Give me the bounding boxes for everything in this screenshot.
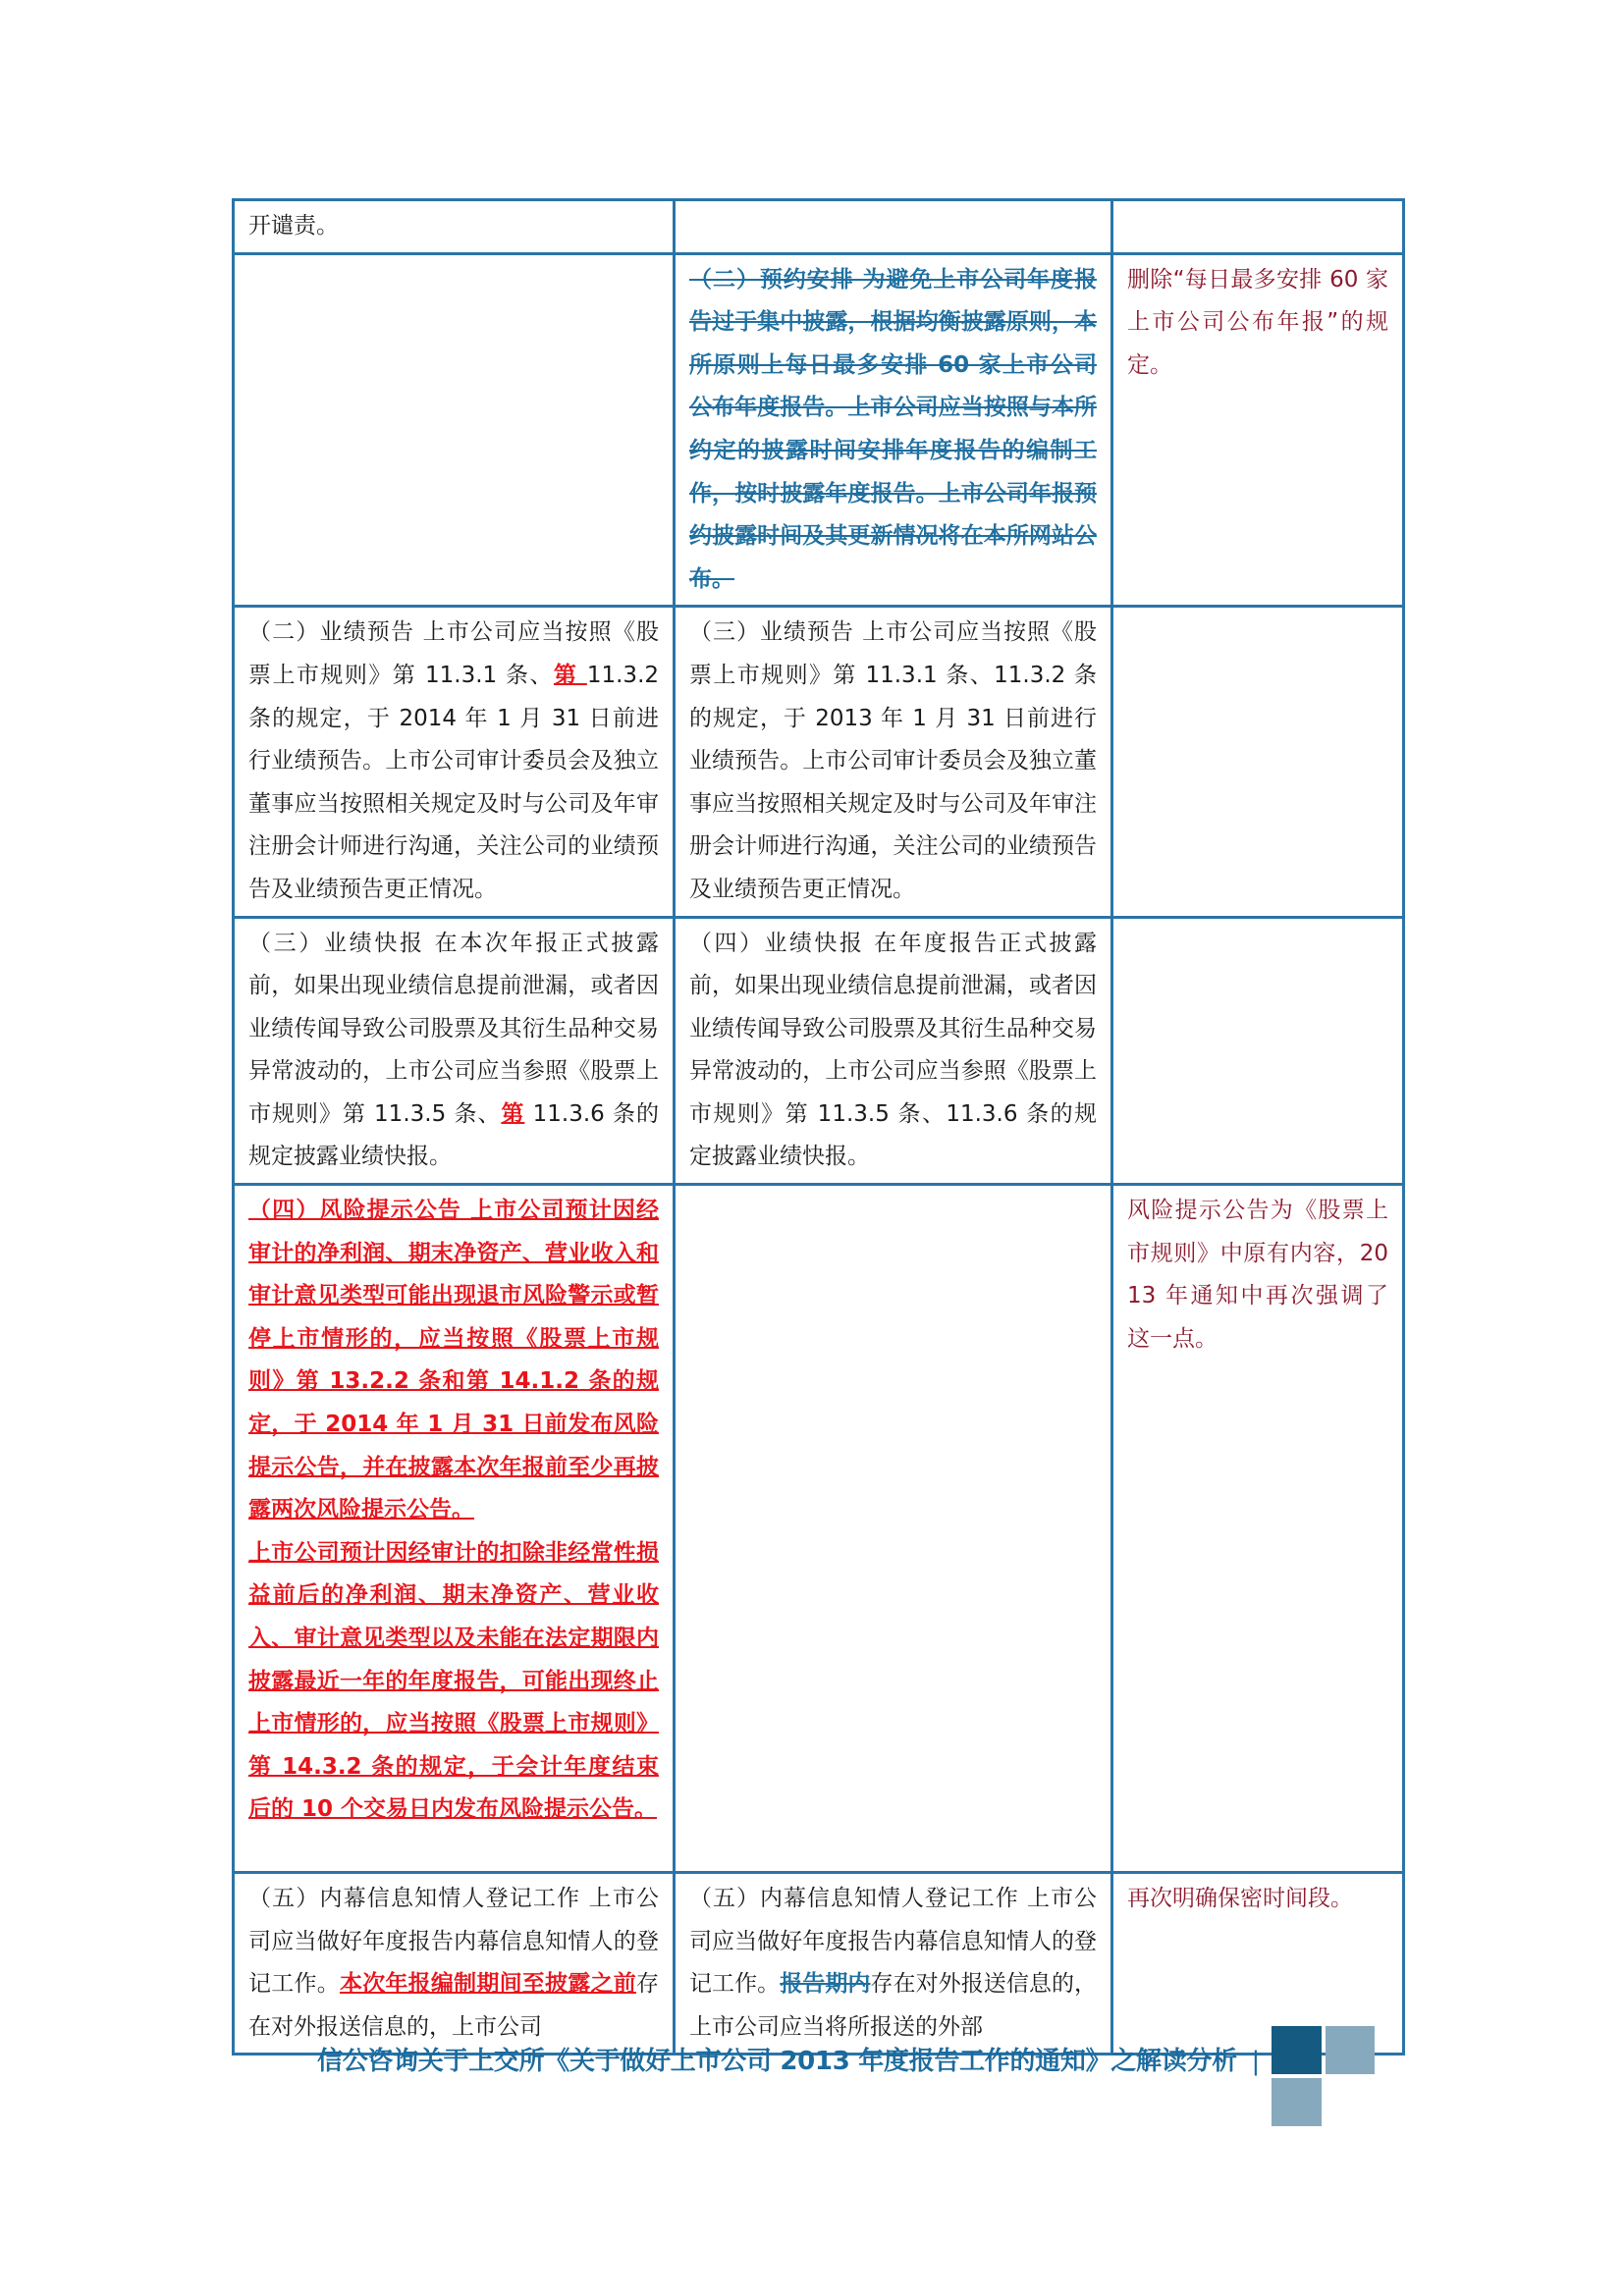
cell-2013-notice <box>675 1873 1112 2055</box>
footer-title <box>317 2041 1292 2077</box>
cell-text: （五）内幕信息知情人登记工作 上市公司应当做好年度报告内幕信息知情人的登记工作。 <box>689 1886 1097 1998</box>
cell-2014-notice <box>234 1185 675 1873</box>
footer-logo-square-dark <box>1272 2026 1322 2074</box>
cell-comment <box>1112 607 1404 917</box>
comment-text: 再次明确保密时间段。 <box>1127 1886 1353 1912</box>
cell-text: （二）业绩预告 上市公司应当按照《股票上市规则》第 11.3.1 条、 <box>248 619 659 688</box>
cell-text: 11.3.2 条的规定，于 2014 年 1 月 31 日前进行业绩预告。上市公司审计委员会及独立董事应当按照相关规定及时与公司及年审注册会计师进行沟通，关注公司的业绩预告及业绩预告更正情况。 <box>248 662 660 902</box>
table-row <box>234 253 1404 607</box>
cell-2013-notice <box>675 253 1112 607</box>
cell-text: （三）业绩快报 在本次年报正式披露前，如果出现业绩信息提前泄漏，或者因业绩传闻导致公司股票及其衍生品种交易异常波动的，上市公司应当参照《股票上市规则》第 11.3.5 条、 <box>248 930 659 1127</box>
deleted-text: 报告期内 <box>780 1971 871 1998</box>
inserted-text: 本次年报编制期间至披露之前 <box>339 1971 637 1998</box>
footer-logo-square-light <box>1326 2026 1375 2074</box>
cell-2014-notice <box>234 917 675 1185</box>
deleted-text: （二）预约安排 为避免上市公司年度报告过于集中披露，根据均衡披露原则，本所原则上每日最多安排 60 家上市公司公布年度报告。上市公司应当按照与本所约定的披露时间安排年度报告的编制工作，按时披露年度报告。上市公司年报预约披露时间及其更新情况将在本所网站公布。 <box>689 266 1097 592</box>
cell-text: 存在对外报送信息的，上市公司 <box>248 1971 660 2040</box>
cell-2014-notice <box>234 200 675 254</box>
cell-text: 开谴责。 <box>248 213 339 239</box>
cell-comment <box>1112 253 1404 607</box>
cell-2013-notice <box>675 200 1112 254</box>
footer-separator: | <box>1251 2047 1261 2076</box>
footer-logo-square-light <box>1272 2078 1322 2126</box>
cell-text: （五）内幕信息知情人登记工作 上市公司应当做好年度报告内幕信息知情人的登记工作。 <box>248 1886 659 1998</box>
cell-text: （四）业绩快报 在年度报告正式披露前，如果出现业绩信息提前泄漏，或者因业绩传闻导致公司股票及其衍生品种交易异常波动的，上市公司应当参照《股票上市规则》第 11.3.5 条、11.3.6 条的规定披露业绩快报。 <box>689 930 1097 1170</box>
table-row <box>234 1873 1404 2055</box>
table-row <box>234 1185 1404 1873</box>
comparison-table <box>232 198 1405 2056</box>
table-row <box>234 607 1404 917</box>
inserted-text: （四）风险提示公告 上市公司预计因经审计的净利润、期末净资产、营业收入和审计意见类型可能出现退市风险警示或暂停上市情形的，应当按照《股票上市规则》第 13.2.2 条和第 14.1.2 条的规定，于 2014 年 1 月 31 日前发布风险提示公告，并在披露本次年报前至少再披露两次风险提示公告。 <box>248 1198 659 1523</box>
comment-text: 删除“每日最多安排 60 家上市公司公布年报”的规定。 <box>1127 266 1388 378</box>
cell-comment <box>1112 200 1404 254</box>
inserted-text: 上市公司预计因经审计的扣除非经常性损益前后的净利润、期末净资产、营业收入、审计意见类型以及未能在法定期限内披露最近一年的年度报告，可能出现终止上市情形的，应当按照《股票上市规则》第 14.3.2 条的规定，于会计年度结束后的 10 个交易日内发布风险提示公告。 <box>248 1539 659 1823</box>
cell-2013-notice <box>675 1185 1112 1873</box>
table-row <box>234 917 1404 1185</box>
cell-comment <box>1112 917 1404 1185</box>
footer-document-title: 信公咨询关于上交所《关于做好上市公司 2013 年度报告工作的通知》之解读分析 <box>317 2047 1237 2076</box>
cell-2013-notice <box>675 917 1112 1185</box>
cell-text: （三）业绩预告 上市公司应当按照《股票上市规则》第 11.3.1 条、11.3.2 条的规定，于 2013 年 1 月 31 日前进行业绩预告。上市公司审计委员会及独立董事应当按照相关规定及时与公司及年审注册会计师进行沟通，关注公司的业绩预告及业绩预告更正情况。 <box>689 619 1097 902</box>
cell-2013-notice <box>675 607 1112 917</box>
cell-2014-notice <box>234 607 675 917</box>
cell-2014-notice <box>234 253 675 607</box>
inserted-text: 第 <box>553 662 587 688</box>
cell-text: 存在对外报送信息的，上市公司应当将所报送的外部 <box>689 1971 1098 2040</box>
comment-text: 风险提示公告为《股票上市规则》中原有内容，2013 年通知中再次强调了这一点。 <box>1127 1198 1388 1352</box>
table-row <box>234 200 1404 254</box>
cell-text: 11.3.6 条的规定披露业绩快报。 <box>248 1100 660 1170</box>
inserted-text: 第 <box>501 1100 525 1127</box>
cell-comment <box>1112 1185 1404 1873</box>
cell-2014-notice <box>234 1873 675 2055</box>
